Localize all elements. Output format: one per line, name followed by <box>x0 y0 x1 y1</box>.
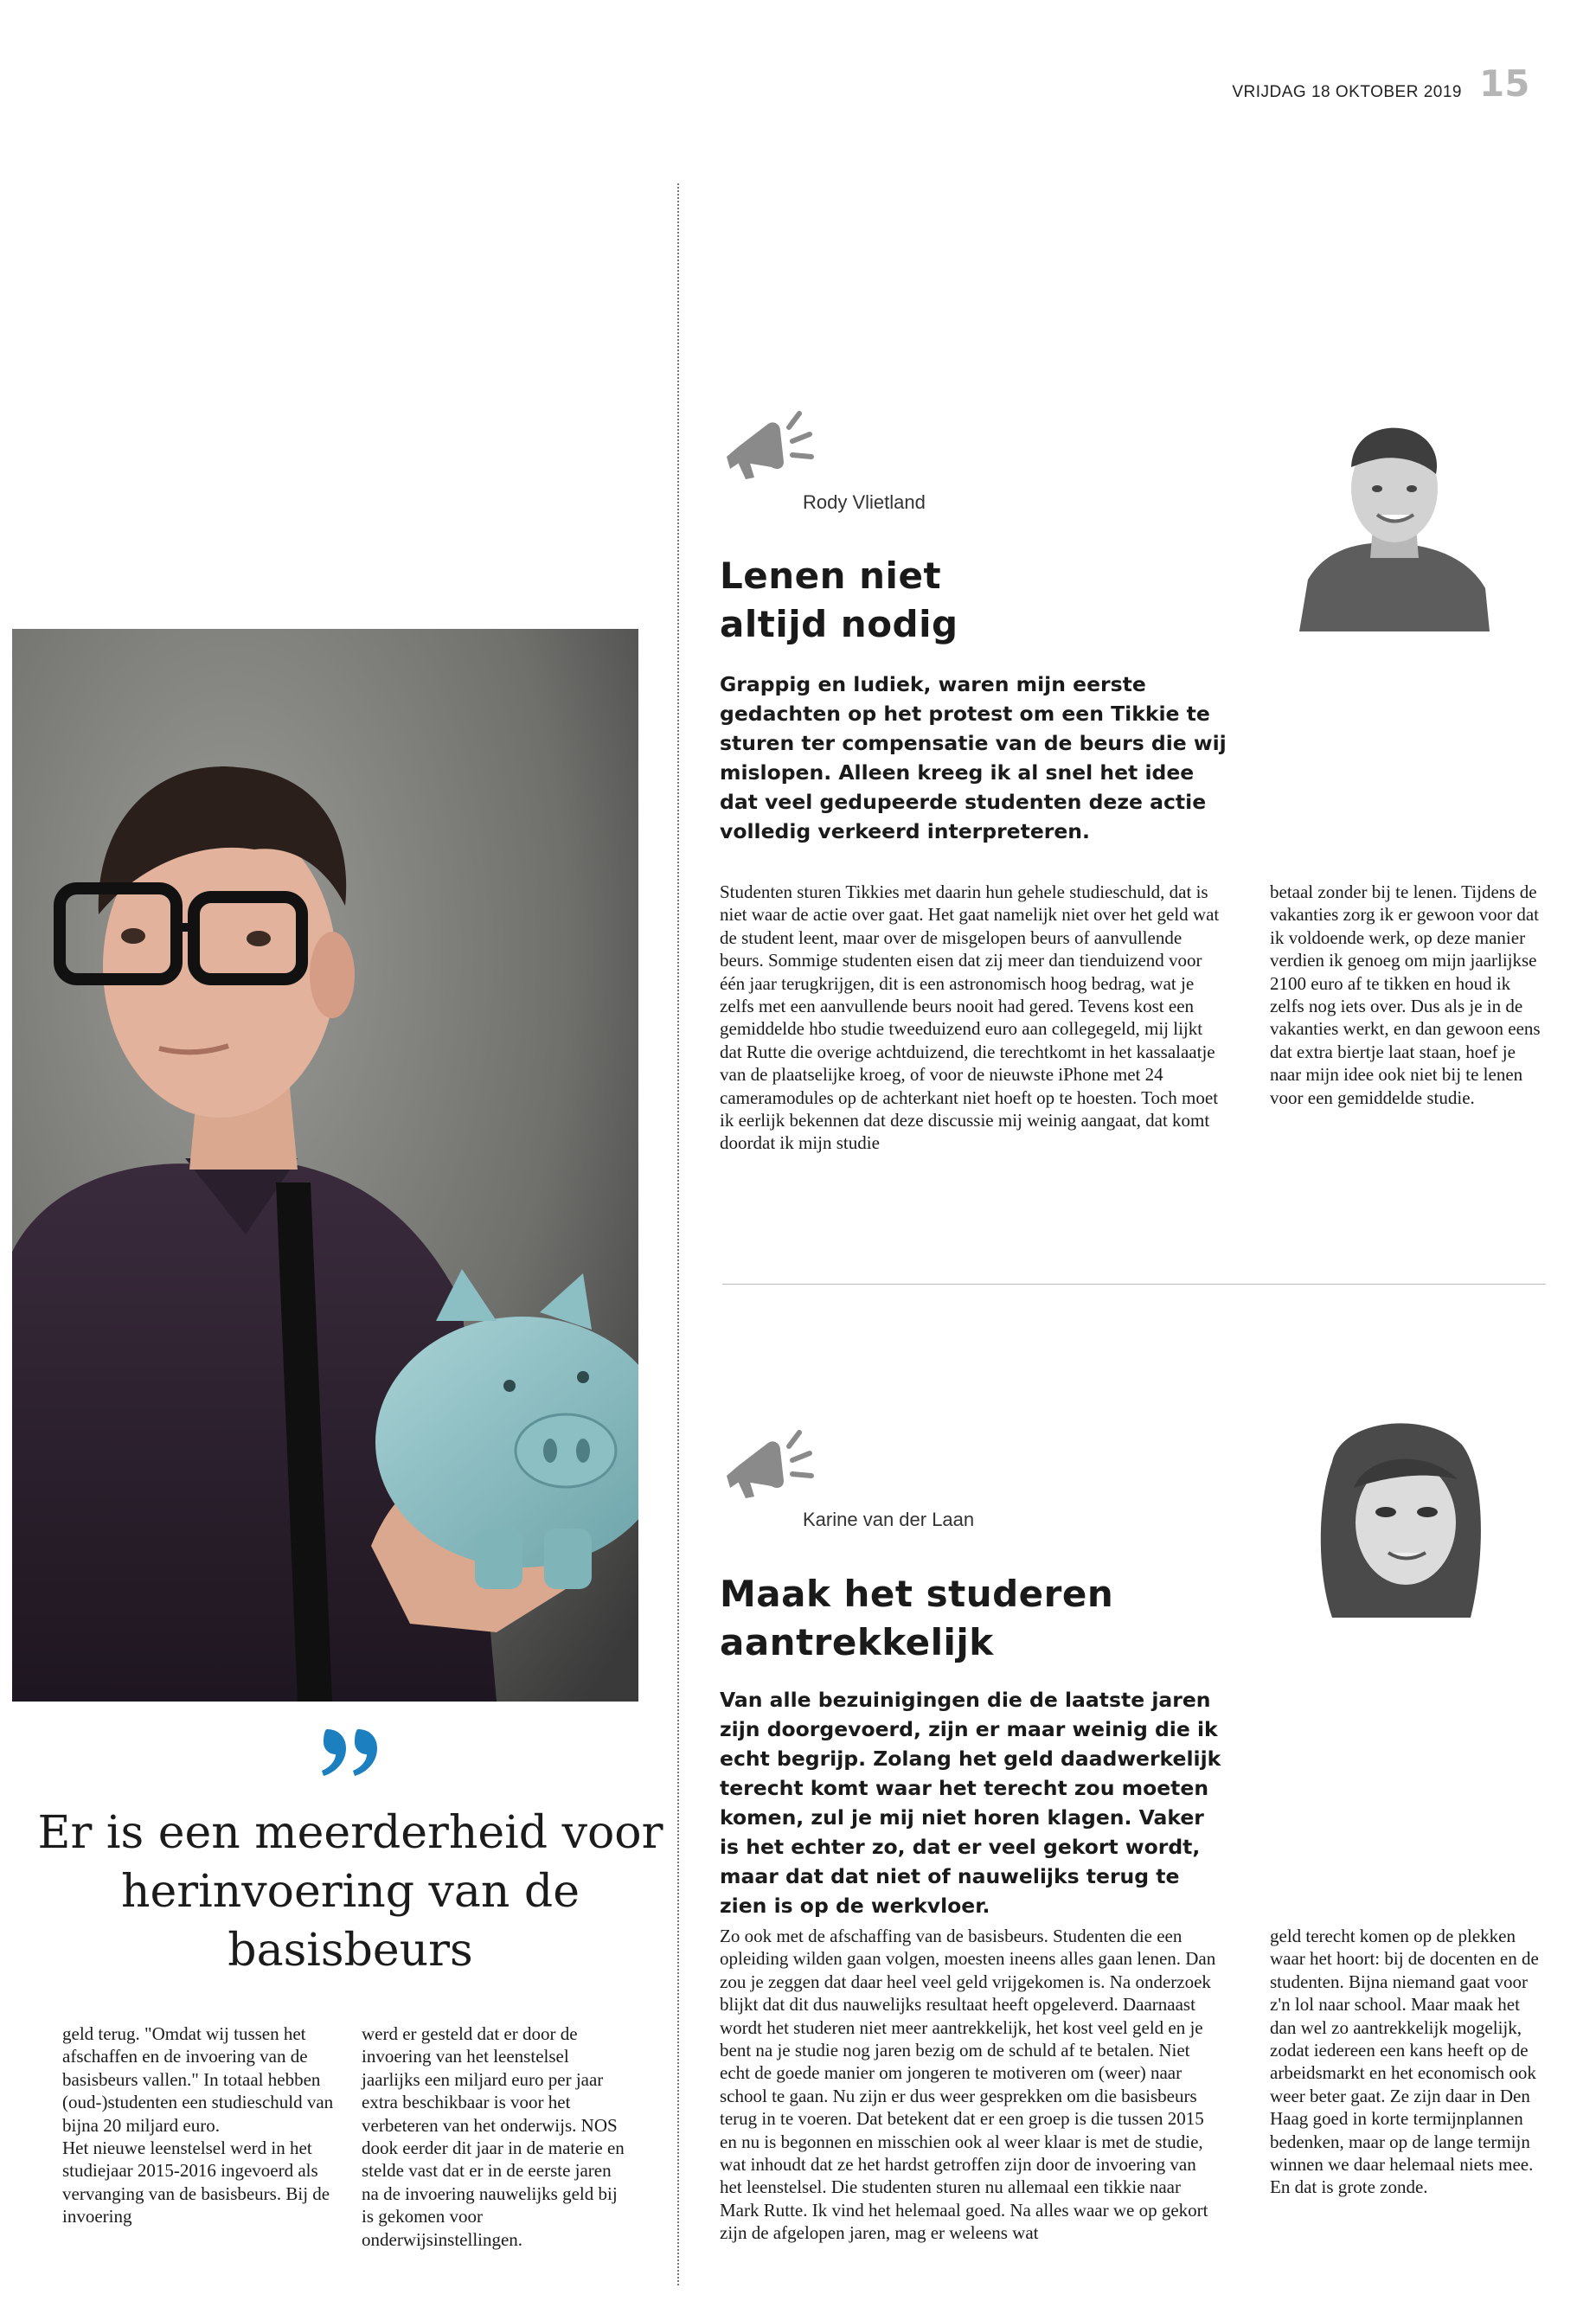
article-2-headline <box>720 1570 1256 1667</box>
article-1-body-col-2: betaal zonder bij te lenen. Tijdens de vakanties zorg ik er gewoon voor dat ik voldoende werk, op deze manier verdien ik genoeg om mijn jaarlijkse 2100 euro af te tikken en houd ik zelfs nog iets over. Dus als je in de vakanties werkt, en dan gewoon eens dat extra biertje laat staan, hoef je naar mijn idee ook niet bij te lenen voor een gemiddelde studie. <box>1270 881 1541 1108</box>
megaphone-icon <box>720 1426 824 1503</box>
student-piggybank-photo <box>12 629 638 1702</box>
article-2-body-col-2: geld terecht komen op de plekken waar het hoort: bij de docenten en de studenten. Bijna niemand gaat voor z'n lol naar school. Maar maak het dan wel zo aantrekkelijk mogelijk, zodat iedereen een kans heeft op de arbeidsmarkt en het economisch ook weer beter gaat. Ze zijn daar in Den Haag goed in korte termijnplannen bedenken, maar op de lange termijn winnen we daar helemaal niets mee. En dat is grote zonde. <box>1270 1926 1539 2198</box>
author-portrait-rody <box>1291 407 1498 631</box>
quote-mark-icon <box>320 1726 381 1782</box>
left-column-1-para-1: geld terug. "Omdat wij tussen het afschaffen en de invoering van de basisbeurs vallen." In totaal hebben (oud-)studenten een studieschuld van bijna 20 miljard euro. <box>62 2023 334 2136</box>
left-column-1-para-2: Het nieuwe leenstelsel werd in het studiejaar 2015-2016 ingevoerd als vervanging van de basisbeurs. Bij de invoering <box>62 2138 330 2227</box>
article-2-body-col-1: Zo ook met de afschaffing van de basisbeurs. Studenten die een opleiding wilden gaan volgen, moesten ineens alles gaan lenen. Dan zou je zeggen dat daar heel veel geld vrijgekomen is. Na onderzoek blijkt dat dit dus nauwelijks resultaat heeft opgeleverd. Daarnaast wordt het studeren niet meer aantrekkelijk, het kost veel geld en je bent na je studie nog jaren bezig om de schuld af te betalen. Niet echt de goede manier om jongeren te motiveren om (weer) naar school te gaan. Nu zijn er dus weer gesprekken om die basisbeurs terug in te voeren. Dat betekent dat er een groep is die tussen 2015 en nu is begonnen en misschien ook al weer klaar is met de studie, wat inhoudt dat ze het hardst getroffen zijn door de invoering van het leenstelsel. Die studenten sturen nu allemaal een tikkie naar Mark Rutte. Ik vind het helemaal goed. Na alles waar we op gekort zijn de afgelopen jaren, mag er weleens wat <box>720 1926 1216 2244</box>
left-column-1 <box>62 2022 339 2228</box>
article-1-author: Rody Vlietland <box>803 491 926 513</box>
article-1-headline-line-2: altijd nodig <box>720 603 958 645</box>
article-2-intro: Van alle bezuinigingen die de laatste jaren zijn doorgevoerd, zijn er maar weinig die ik echt begrijp. Zolang het geld daadwerkelijk terecht komt waar het terecht zou moeten komen, zul je mij niet horen klagen. Vaker is het echter zo, dat er veel gekort wordt, maar dat dat niet of nauwelijks terug te zien is op de werkvloer. <box>720 1688 1221 1918</box>
author-portrait-karine <box>1298 1410 1505 1635</box>
article-1-headline-line-1: Lenen niet <box>720 554 942 597</box>
column-divider <box>677 183 679 2285</box>
article-2-headline-line-1: Maak het studeren <box>720 1573 1114 1615</box>
article-2-headline-line-2: aantrekkelijk <box>720 1621 994 1663</box>
article-2-author: Karine van der Laan <box>803 1509 975 1530</box>
article-1-body-col-1: Studenten sturen Tikkies met daarin hun gehele studieschuld, dat is niet waar de actie over gaat. Het gaat namelijk niet over het geld wat de student leent, maar over de misgelopen beurs of aanvullende beurs. Sommige studenten eisen dat zij meer dan tienduizend voor één jaar terugkrijgen, dit is een astronomisch hoog bedrag, wat je zelfs met een aanvullende beurs nooit had gered. Tevens kost een gemiddelde hbo studie tweeduizend euro aan collegegeld, mij lijkt dat Rutte die overige achtduizend, die terechtkomt in het kassalaatje van de plaatselijke kroeg, of voor de nieuwste iPhone met 24 cameramodules op de achterkant niet hoeft op te hoesten. Toch moet ik eerlijk bekennen dat deze discussie mij weinig aangaat, dat komt doordat ik mijn studie <box>720 881 1220 1154</box>
page-number: 15 <box>1479 62 1530 105</box>
pull-quote: Er is een meerderheid voor herinvoering van de basisbeurs <box>37 1807 663 1977</box>
left-column-2: werd er gesteld dat er door de invoering van het leenstelsel jaarlijks een miljard euro per jaar extra beschikbaar is voor het verbeteren van het onderwijs. NOS dook eerder dit jaar in de materie en stelde vast dat er in de eerste jaren na de invoering nauwelijks geld bij is gekomen voor onderwijsinstellingen. <box>362 2023 625 2250</box>
article-1-intro: Grappig en ludiek, waren mijn eerste gedachten op het protest om een Tikkie te sturen ter compensatie van de beurs die wij mislopen. Alleen kreeg ik al snel het idee dat veel gedupeerde studenten deze actie volledig verkeerd interpreteren. <box>720 672 1227 843</box>
article-1-headline <box>720 552 1256 649</box>
megaphone-icon <box>720 407 824 484</box>
article-divider <box>722 1284 1546 1285</box>
page-date: VRIJDAG 18 OKTOBER 2019 <box>1232 83 1462 101</box>
